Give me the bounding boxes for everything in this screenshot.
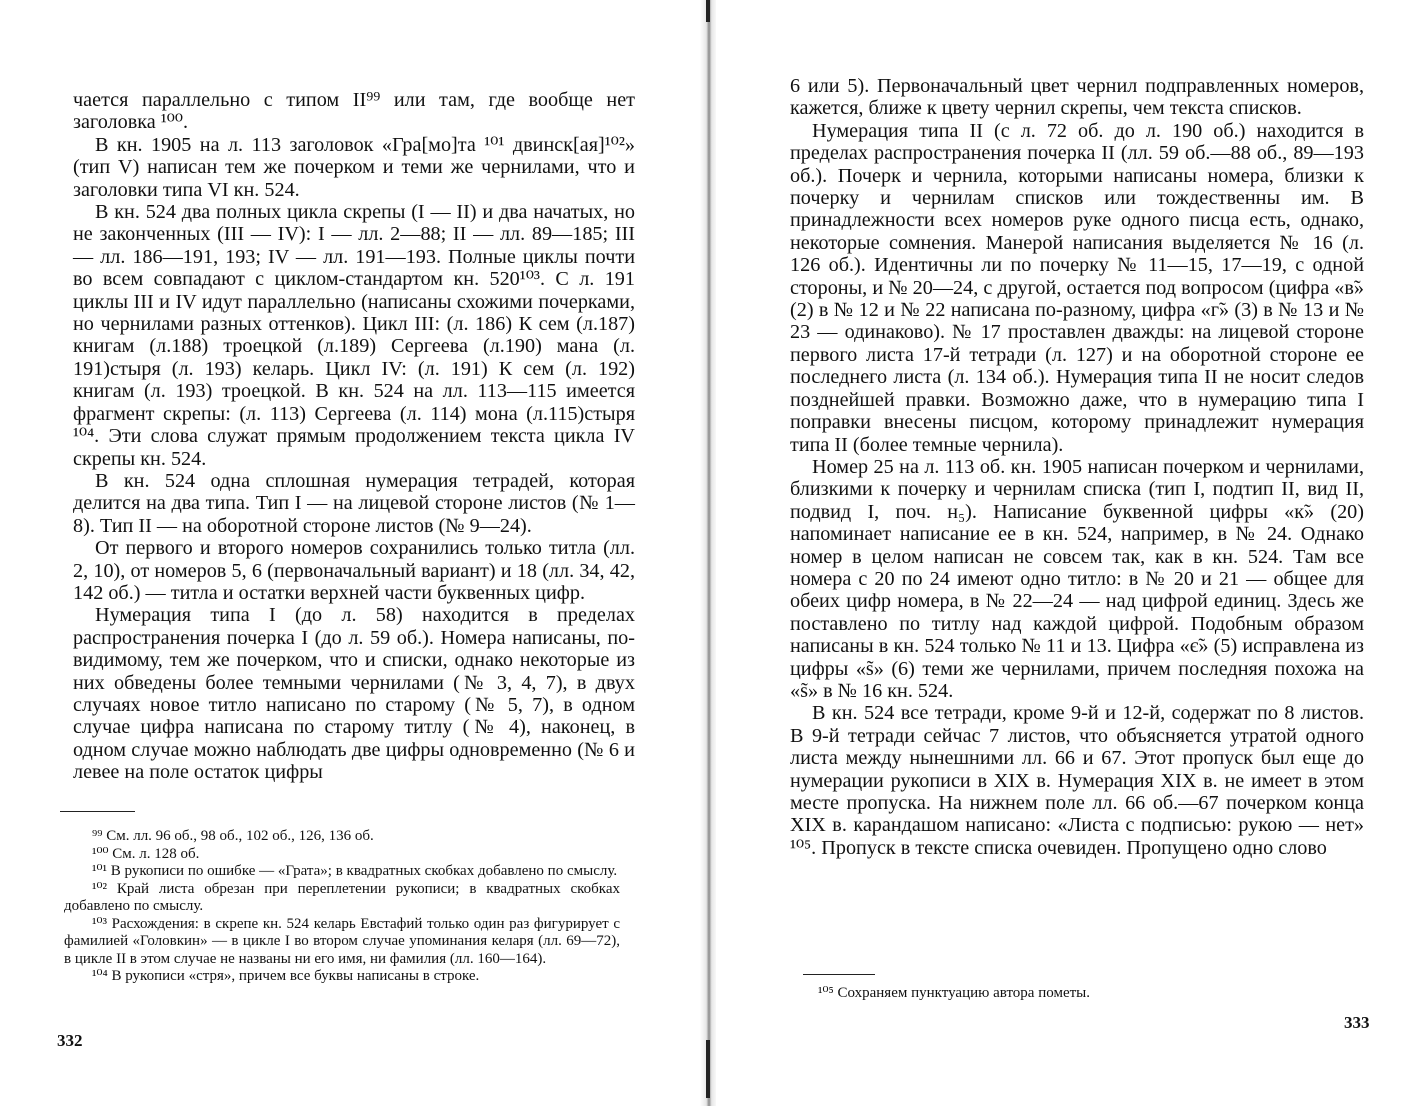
footnote-102: ¹⁰² Край листа обрезан при переплетении рукописи; в квадратных скобках добавлено по смыслу. — [64, 880, 620, 914]
gutter-shadow-top — [706, 0, 710, 22]
gutter-shadow-bottom — [706, 1040, 710, 1098]
footnote-103: ¹⁰³ Расхождения: в скрепе кн. 524 келарь Евстафий только один раз фигурирует с фамилией «Головкин» — в цикле I во втором случае упоминания келаря (лл. 69—72), в цикле II в этом случае не названы ни его имя, ни фамилия (лл. 160—164). — [64, 915, 620, 967]
footnote-104: ¹⁰⁴ В рукописи «стря», причем все буквы написаны в строке. — [92, 968, 480, 984]
left-footnote-divider — [60, 811, 135, 812]
right-paragraph-1: 6 или 5). Первоначальный цвет чернил подправленных номеров, кажется, ближе к цвету чернил скрепы, чем текста списков. — [790, 75, 1364, 120]
left-paragraph-2: В кн. 1905 на л. 113 заголовок «Гра[мо]та ¹⁰¹ двинск[ая]¹⁰²» (тип V) написан тем же почерком и теми же чернилами, что и заголовки типа VI кн. 524. — [73, 133, 635, 201]
right-footnotes — [790, 985, 1364, 1003]
left-paragraph-5: От первого и второго номеров сохранились только титла (лл. 2, 10), от номеров 5, 6 (первоначальный вариант) и 18 (лл. 34, 42, 142 об.) — титла и остатки верхней части буквенных цифр. — [73, 537, 635, 604]
right-paragraph-4: В кн. 524 все тетради, кроме 9-й и 12-й, содержат по 8 листов. В 9-й тетради сейчас 7 листов, что объясняется утратой одного листа между нынешними лл. 66 и 67. Этот пропуск был еще до нумерации рукописи в XIX в. Нумерация XIX в. не имеет в этом месте пропуска. На нижнем поле лл. 66 об.—67 почерком конца XIX в. карандашом написано: «Листа с подписью: рукою — нет» ¹⁰⁵. Пропуск в тексте списка очевиден. Пропущено одно слово — [790, 702, 1364, 859]
footnote-99: ⁹⁹ См. лл. 96 об., 98 об., 102 об., 126, 136 об. — [92, 828, 374, 844]
left-paragraph-1: чается параллельно с типом II⁹⁹ или там, где вообще нет заголовка ¹⁰⁰. — [73, 89, 635, 134]
footnote-101: ¹⁰¹ В рукописи по ошибке — «Грата»; в квадратных скобках добавлено по смыслу. — [92, 863, 618, 879]
left-paragraph-3: В кн. 524 два полных цикла скрепы (I — II) и два начатых, но не законченных (III — IV): I — лл. 2—88; II — лл. 89—185; III — лл. 186—191, 193; IV — лл. 191—193. Полные циклы почти во всем совпадают с циклом-стандартом кн. 520¹⁰³. С л. 191 циклы III и IV идут параллельно (написаны схожими почерками, но чернилами разных оттенков). Цикл III: (л. 186) К сем (л.187) книгам (л.188) троецкой (л.189) Сергеева (л.190) мана (л. 191)стыря (л. 193) келарь. Цикл IV: (л. 191) К сем (л. 192) книгам (л. 193) троецкой. В кн. 524 на лл. 113—115 имеется фрагмент скрепы: (л. 113) Сергеева (л. 114) мона (л.115)стыря ¹⁰⁴. Эти слова служат прямым продолжением текста цикла IV скрепы кн. 524. — [73, 201, 635, 470]
right-paragraph-2: Нумерация типа II (с л. 72 об. до л. 190 об.) находится в пределах распространения почерка II (лл. 59 об.—88 об., 89—193 об.). Почерк и чернила, которыми написаны номера, близки к почерку и чернилам списков или тождественны им. В принадлежности всех номеров руке одного писца есть, однако, некоторые сомнения. Манерой написания выделяется № 16 (л. 126 об.). Идентичны ли по почерку № 11—15, 17—19, с одной стороны, и № 20—24, с другой, остается под вопросом (цифра «в̃» (2) в № 12 и № 22 написана по-разному, цифра «г̃» (3) в № 13 и № 23 — одинаково). № 17 проставлен дважды: на лицевой стороне первого листа 17-й тетради (л. 127) и на оборотной стороне ее последнего листа (л. 134 об.). Нумерация типа II не носит следов позднейшей правки. Возможно даже, что в нумерацию типа I поправки внесены писцом, которому принадлежит нумерация типа II (более темные чернила). — [790, 119, 1364, 456]
right-page-number: 333 — [1344, 1013, 1370, 1032]
left-page-number: 332 — [57, 1031, 83, 1050]
left-paragraph-6: Нумерация типа I (до л. 58) находится в пределах распространения почерка I (до л. 59 об.). Номера написаны, по-видимому, тем же почерком, что и списки, однако некоторые из них обведены более темными чернилами (№ 3, 4, 7), в двух случаях новое титло написано по старому (№ 5, 7), в одном случае цифра написана по старому титлу (№ 4), наконец, в одном случае можно наблюдать две цифры одновременно (№ 6 и левее на поле остаток цифры — [73, 604, 635, 784]
left-paragraph-4: В кн. 524 одна сплошная нумерация тетрадей, которая делится на два типа. Тип I — на лицевой стороне листов (№ 1—8). Тип II — на оборотной стороне листов (№ 9—24). — [73, 469, 635, 537]
footnote-105: ¹⁰⁵ Сохраняем пунктуацию автора пометы. — [818, 985, 1090, 1001]
right-footnote-divider — [803, 974, 875, 975]
left-footnotes — [64, 828, 620, 986]
left-page — [0, 0, 702, 1106]
left-main-text — [73, 89, 635, 784]
footnote-100: ¹⁰⁰ См. л. 128 об. — [92, 845, 200, 862]
right-paragraph-3: Номер 25 на л. 113 об. кн. 1905 написан почерком и чернилами, близкими к почерку и чернилам списка (тип I, подтип II, вид II, подвид I, поч. н₅). Написание буквенной цифры «к̃» (20) напоминает написание ее в кн. 524, например, в № 24. Однако номер в целом написан не совсем так, как в кн. 524. Там все номера с 20 по 24 имеют одно титло: в № 20 и 21 — общее для обеих цифр номера, в № 22—24 — над цифрой единиц. Здесь же поставлено по титлу над каждой цифрой. Подобным образом написаны в кн. 524 только № 11 и 13. Цифра «є̃» (5) исправлена из цифры «s̃» (6) теми же чернилами, причем последняя похожа на «s̃» в № 16 кн. 524. — [790, 455, 1364, 702]
right-main-text — [790, 75, 1364, 859]
